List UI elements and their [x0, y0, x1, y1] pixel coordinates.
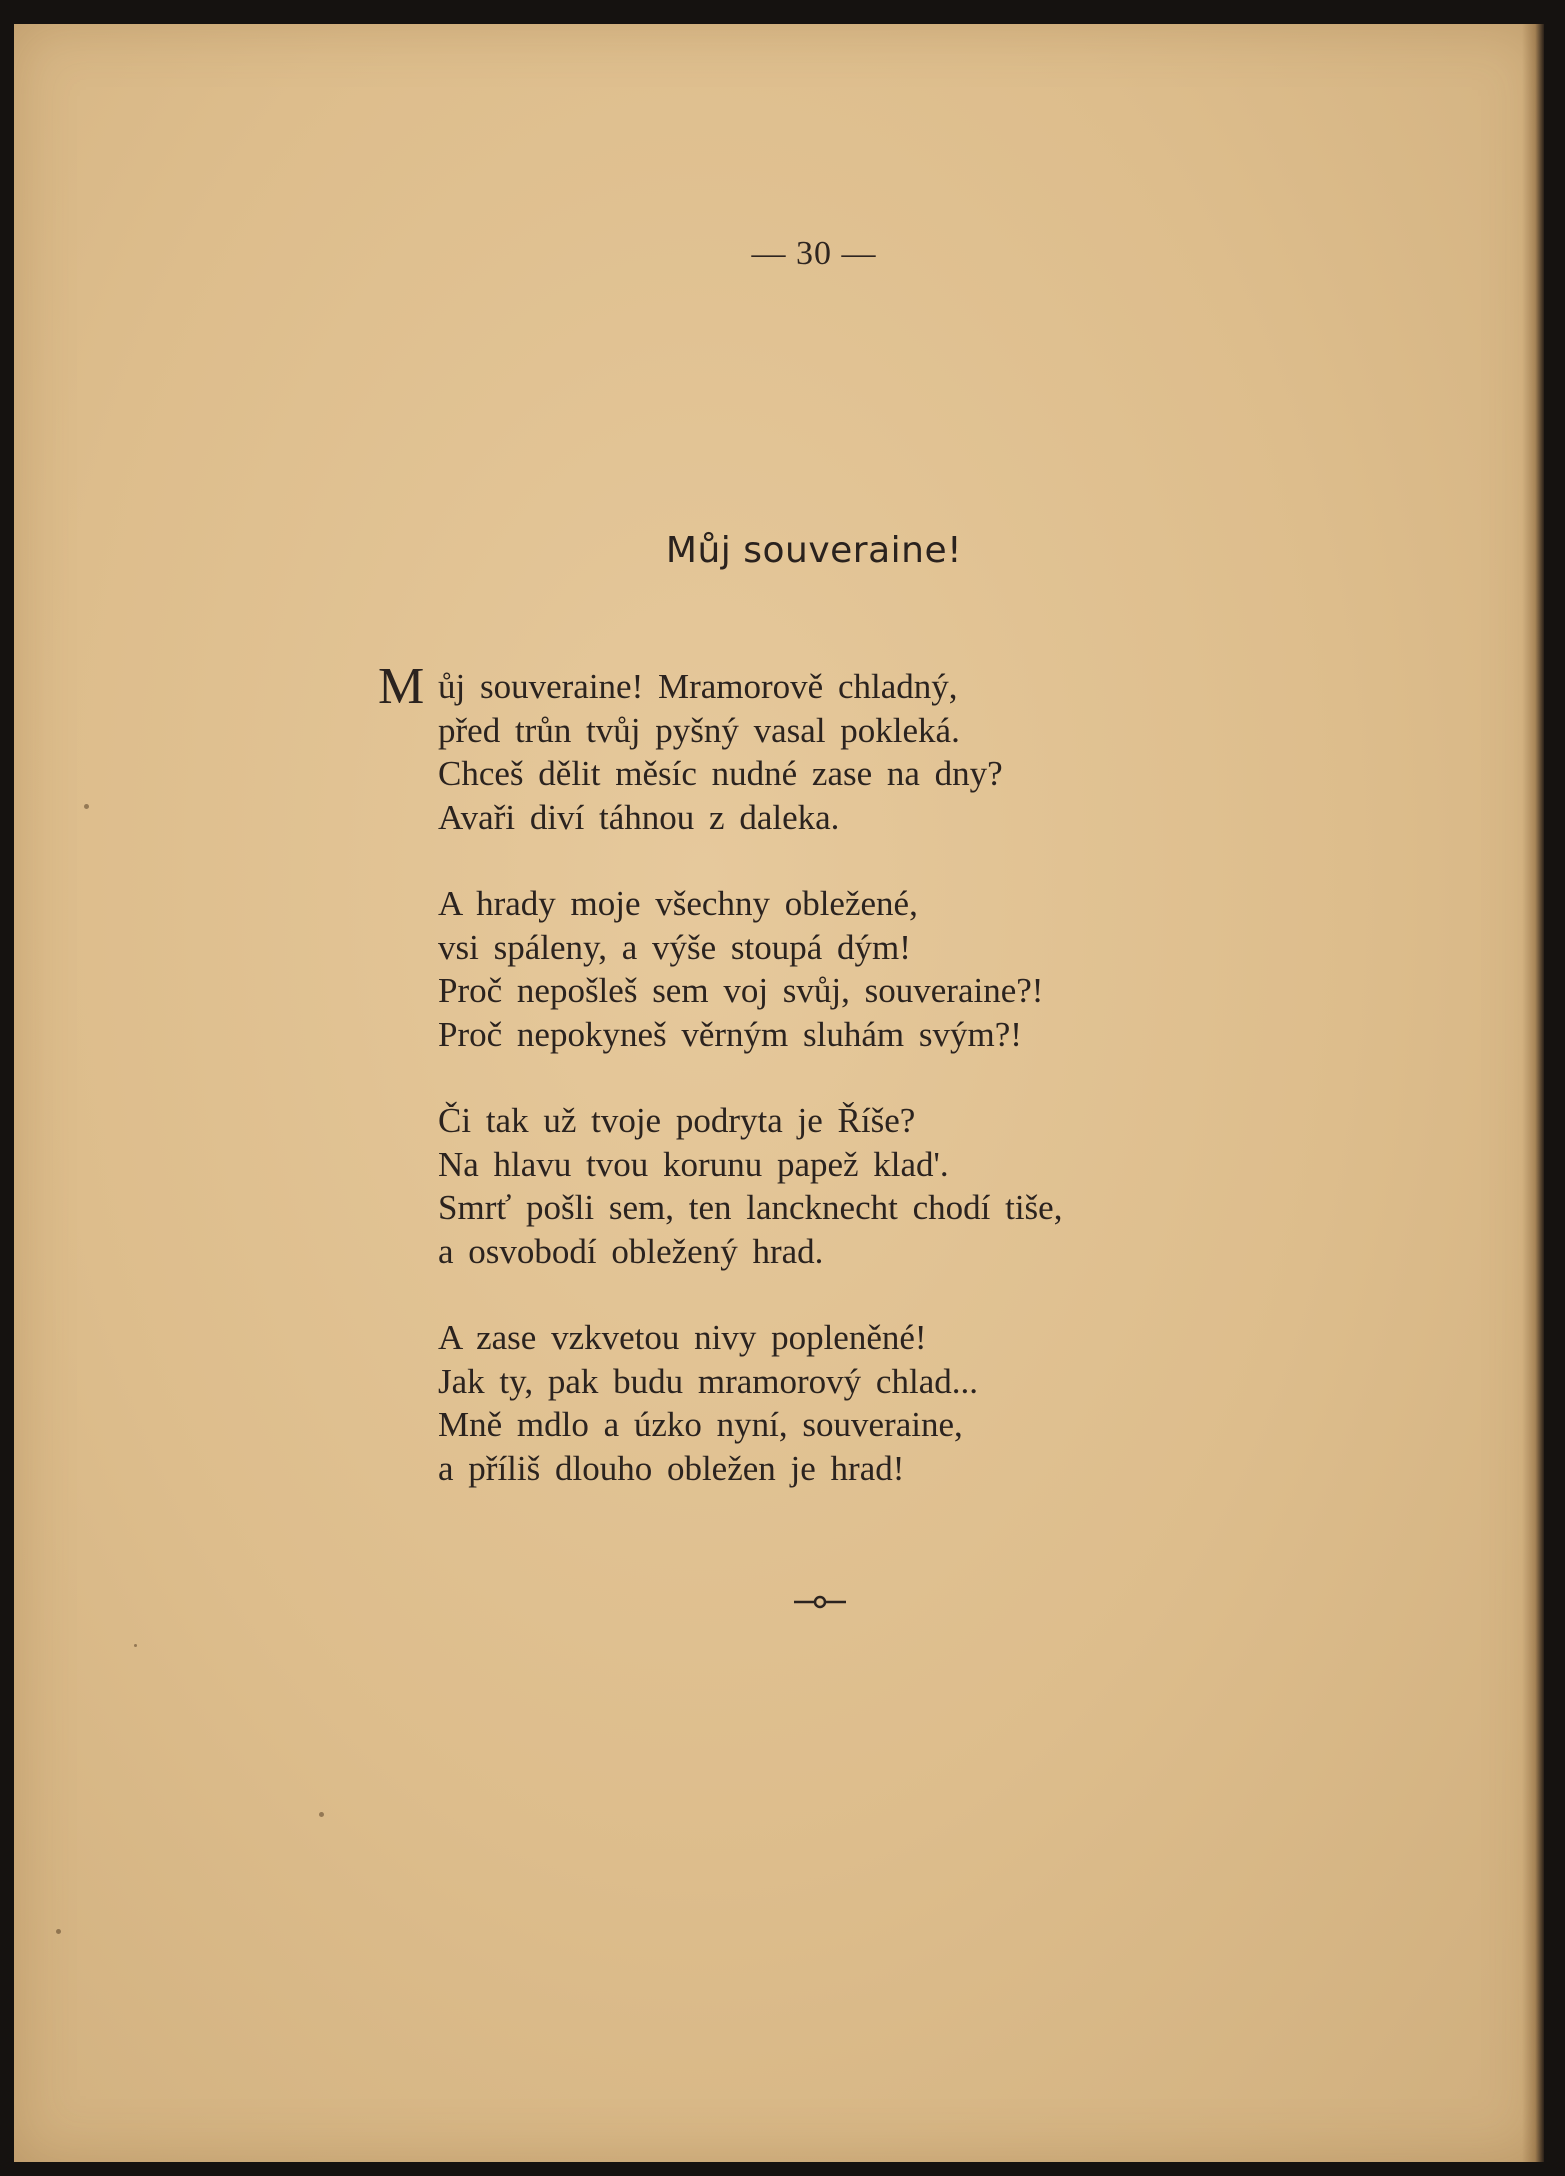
stanza-4 — [438, 1316, 1062, 1490]
poem-line: Jak ty, pak budu mramorový chlad... — [438, 1361, 978, 1401]
poem-line: Proč nepokyneš věrným sluhám svým?! — [438, 1014, 1022, 1054]
poem-line: A hrady moje všechny obležené, — [438, 884, 918, 923]
poem-line: Chceš dělit měsíc nudné zase na dny? — [438, 754, 1003, 793]
page-edge-shadow — [1522, 24, 1544, 2162]
poem-line: Či tak už tvoje podryta je Říše? — [438, 1101, 916, 1140]
poem-body — [378, 658, 1063, 1533]
poem-line: Proč nepošleš sem voj svůj, souveraine?! — [438, 971, 1044, 1010]
stanza-3 — [438, 1099, 1062, 1273]
page-number: — 30 — — [751, 235, 877, 272]
stanza-2 — [438, 882, 1062, 1056]
poem-line: a příliš dlouho obležen je hrad! — [438, 1448, 905, 1488]
poem-line: A zase vzkvetou nivy popleněné! — [438, 1318, 927, 1357]
first-line-text: ůj souveraine! Mramorově chladný, — [438, 667, 958, 706]
paper-speck — [134, 1644, 137, 1647]
poem-line: Avaři diví táhnou z daleka. — [438, 797, 840, 837]
end-ornament-icon — [792, 1592, 848, 1612]
poem-line: Smrť pošli sem, ten lancknecht chodí tiše, — [438, 1188, 1063, 1227]
poem-line: před trůn tvůj pyšný vasal pokleká. — [438, 710, 960, 750]
paper-speck — [56, 1929, 61, 1934]
stanza-1 — [378, 658, 1062, 839]
poem-title: Můj souveraine! — [665, 530, 963, 571]
poem-line-1 — [378, 658, 1062, 715]
drop-initial: M — [378, 658, 425, 715]
poem-line: Mně mdlo a úzko nyní, souveraine, — [438, 1405, 963, 1444]
paper-speck — [319, 1812, 324, 1817]
poem-line: vsi spáleny, a výše stoupá dým! — [438, 927, 911, 967]
poem-line: a osvobodí obležený hrad. — [438, 1231, 824, 1271]
poem-line: Na hlavu tvou korunu papež klad'. — [438, 1144, 949, 1184]
paper-speck — [84, 804, 89, 809]
